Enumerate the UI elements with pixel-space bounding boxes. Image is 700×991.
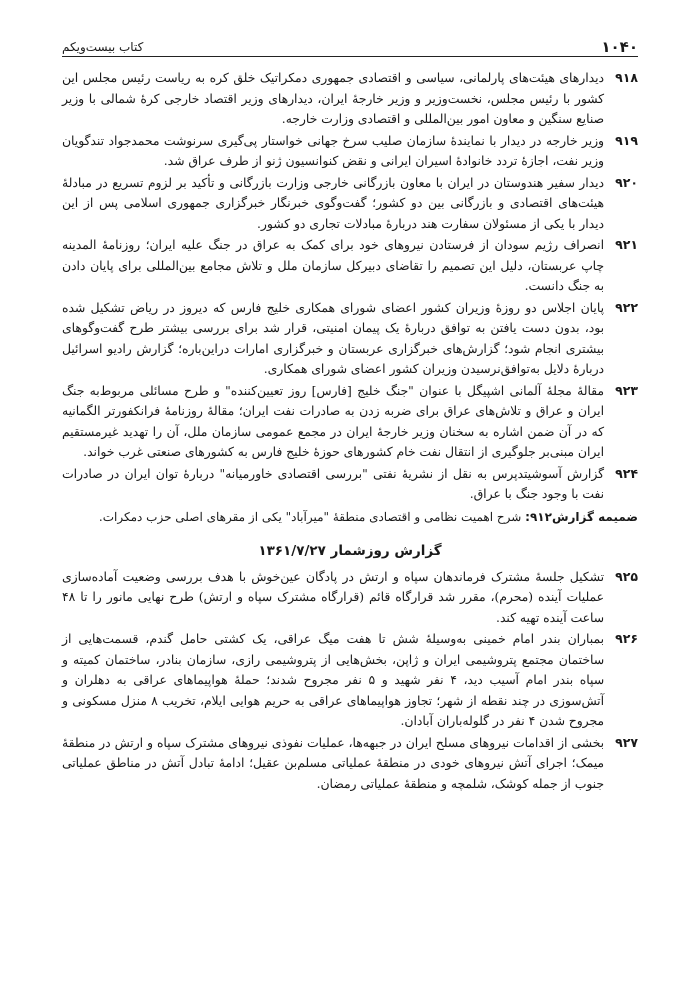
- appendix-label: ضمیمه گزارش۹۱۲:: [525, 509, 638, 524]
- chronology-entry: [62, 567, 638, 629]
- entry-number: ۹۲۵: [615, 568, 638, 584]
- chronology-entry: [62, 173, 638, 235]
- entry-number: ۹۲۳: [615, 382, 638, 398]
- page-content: [62, 68, 638, 795]
- entry-number: ۹۲۴: [615, 465, 638, 481]
- page-number: ۱۰۴۰: [601, 38, 638, 56]
- entry-number: ۹۲۲: [615, 299, 638, 315]
- entry-number: ۹۲۰: [615, 174, 638, 190]
- entry-text: انصراف رژیم سودان از فرستادن نیروهای خود برای کمک به عراق در جنگ علیه ایران؛ روزنامهٔ المدینه چاپ عربستان، دلیل این تصمیم را تقاضای دبیرکل سازمان ملل و تلاش مجامع بین‌المللی برای پایان دادن به جنگ دانست.: [62, 238, 604, 293]
- entry-text: تشکیل جلسهٔ مشترک فرماندهان سپاه و ارتش در پادگان عین‌خوش با هدف بررسی وضعیت آماده‌سازی عملیات آینده (محرم)، مقرر شد قرارگاه قائم (قرارگاه مشترک سپاه و ارتش) طرح نهایی مانور را تا ۴۸ ساعت آینده تهیه کند.: [62, 569, 604, 625]
- chronology-entry: [62, 381, 638, 463]
- entry-number: ۹۲۷: [615, 734, 638, 750]
- entry-text: دیدارهای هیئت‌های پارلمانی، سیاسی و اقتصادی جمهوری دمکراتیک خلق کره به ریاست رئیس مجلس این کشور با رئیس مجلس، نخست‌وزیر و وزیر خارجهٔ ایران، دیدارهای وزیر اقتصاد خارجی کرهٔ شمالی با وزیر صنایع سنگین و معاون امور بین‌المللی و اقتصادی وزارت خارجه.: [62, 71, 604, 126]
- page-header: [62, 36, 638, 57]
- entry-text: پایان اجلاس دو روزهٔ وزیران کشور اعضای شورای همکاری خلیج فارس که دیروز در ریاض تشکیل شده بود، بدون دست یافتن به توافق دربارهٔ یک پیمان امنیتی، قرار شد برای بررسی بیشتر طرح گفت‌وگوهای بیشتری انجام شود؛ گزارش‌های خبرگزاری عربستان و خبرگزاری امارات دراین‌باره؛ گزارش رادیو اسرائیل دربارهٔ دلایل به‌توافق‌نرسیدن وزیران کشور اعضای شورای همکاری.: [62, 300, 604, 376]
- chronology-entry: [62, 68, 638, 130]
- report-date-heading: گزارش روزشمار ۱۳۶۱/۷/۲۷: [258, 542, 442, 559]
- entry-number: ۹۲۶: [615, 631, 638, 646]
- appendix-text: شرح اهمیت نظامی و اقتصادی منطقهٔ "میرآباد" یکی از مقرهای اصلی حزب دمکرات.: [98, 509, 522, 524]
- appendix-note: [62, 507, 638, 527]
- entries-list-bottom: [62, 567, 638, 795]
- entries-list-top: [62, 68, 638, 505]
- entry-text: گزارش آسوشیتدپرس به نقل از نشریهٔ نفتی "بررسی اقتصادی خاورمیانه" دربارهٔ توان ایران در صادرات نفت با وجود جنگ با عراق.: [62, 466, 604, 501]
- entry-number: ۹۱۸: [615, 70, 638, 85]
- entry-text: وزیر خارجه در دیدار با نمایندهٔ سازمان صلیب سرخ جهانی خواستار پی‌گیری سرنوشت محمدجواد تندگویان وزیر نفت، اجازهٔ تردد خانوادهٔ اسیران ایرانی و نقض کنوانسیون ژنو از طرف عراق شد.: [62, 133, 604, 168]
- chronology-entry: [62, 131, 638, 172]
- entry-number: ۹۱۹: [615, 132, 638, 148]
- book-title: کتاب بیست‌ویکم: [62, 40, 144, 54]
- chronology-entry: [62, 733, 638, 795]
- chronology-entry: [62, 629, 638, 732]
- entry-text: دیدار سفیر هندوستان در ایران با معاون بازرگانی خارجی وزارت بازرگانی و تأکید بر لزوم تسریع در مبادلهٔ هیئت‌های اقتصادی و بازرگانی بین دو کشور؛ گفت‌وگوی خبرنگار خبرگزاری جمهوری اسلامی پس از این دیدار با یکی از مسئولان سفارت هند دربارهٔ مبادلات تجاری دو کشور.: [62, 175, 604, 231]
- entry-text: بمباران بندر امام خمینی به‌وسیلهٔ شش تا هفت میگ عراقی، یک کشتی حامل گندم، قسمت‌هایی از ساختمان مجتمع پتروشیمی ایران و ژاپن، بخش‌هایی از پتروشیمی رازی، سازمان بنادر، ساختمان کمیته و سپاه بندر امام آسیب دید، ۴ نفر شهید و ۵ نفر مجروح شدند؛ حملهٔ هواپیماهای عراقی به دهلران و آتش‌سوزی در چند نقطه از شهر؛ تجاوز هواپیماهای عراقی به حریم هوایی ایلام، تخریب ۸ منزل مسکونی و مجروح شدن ۴ نفر در گلوله‌باران آبادان.: [62, 632, 605, 728]
- entry-number: ۹۲۱: [615, 237, 638, 252]
- chronology-entry: [62, 298, 638, 380]
- entry-text: بخشی از اقدامات نیروهای مسلح ایران در جبهه‌ها، عملیات نفوذی نیروهای مشترک سپاه و ارتش در منطقهٔ میمک؛ اجرای آتش نیروهای خودی در منطقهٔ عملیاتی مسلم‌بن عقیل؛ ادامهٔ تبادل آتش در مناطق عملیاتی جنوب از جمله کوشک، شلمچه و منطقهٔ عملیاتی رمضان.: [62, 735, 604, 791]
- chronology-entry: [62, 464, 638, 505]
- entry-text: مقالهٔ مجلهٔ آلمانی اشپیگل با عنوان "جنگ خلیج [فارس] روز تعیین‌کننده" و طرح مسائلی مربوط‌به جنگ ایران و عراق و تلاش‌های عراق برای ضربه زدن به صادرات نفت ایران؛ مقالهٔ روزنامهٔ فرانکفورتر الگمانیه که در آن ضمن اشاره به سخنان وزیر خارجهٔ ایران در مجمع عمومی سازمان ملل، آن را تهدید غیرمستقیم ایران مبنی‌بر جلوگیری از انتقال نفت خام کشورهای حوزهٔ خلیج فارس به کشورهای صنعتی غرب خواند.: [62, 383, 604, 459]
- chronology-entry: [62, 235, 638, 297]
